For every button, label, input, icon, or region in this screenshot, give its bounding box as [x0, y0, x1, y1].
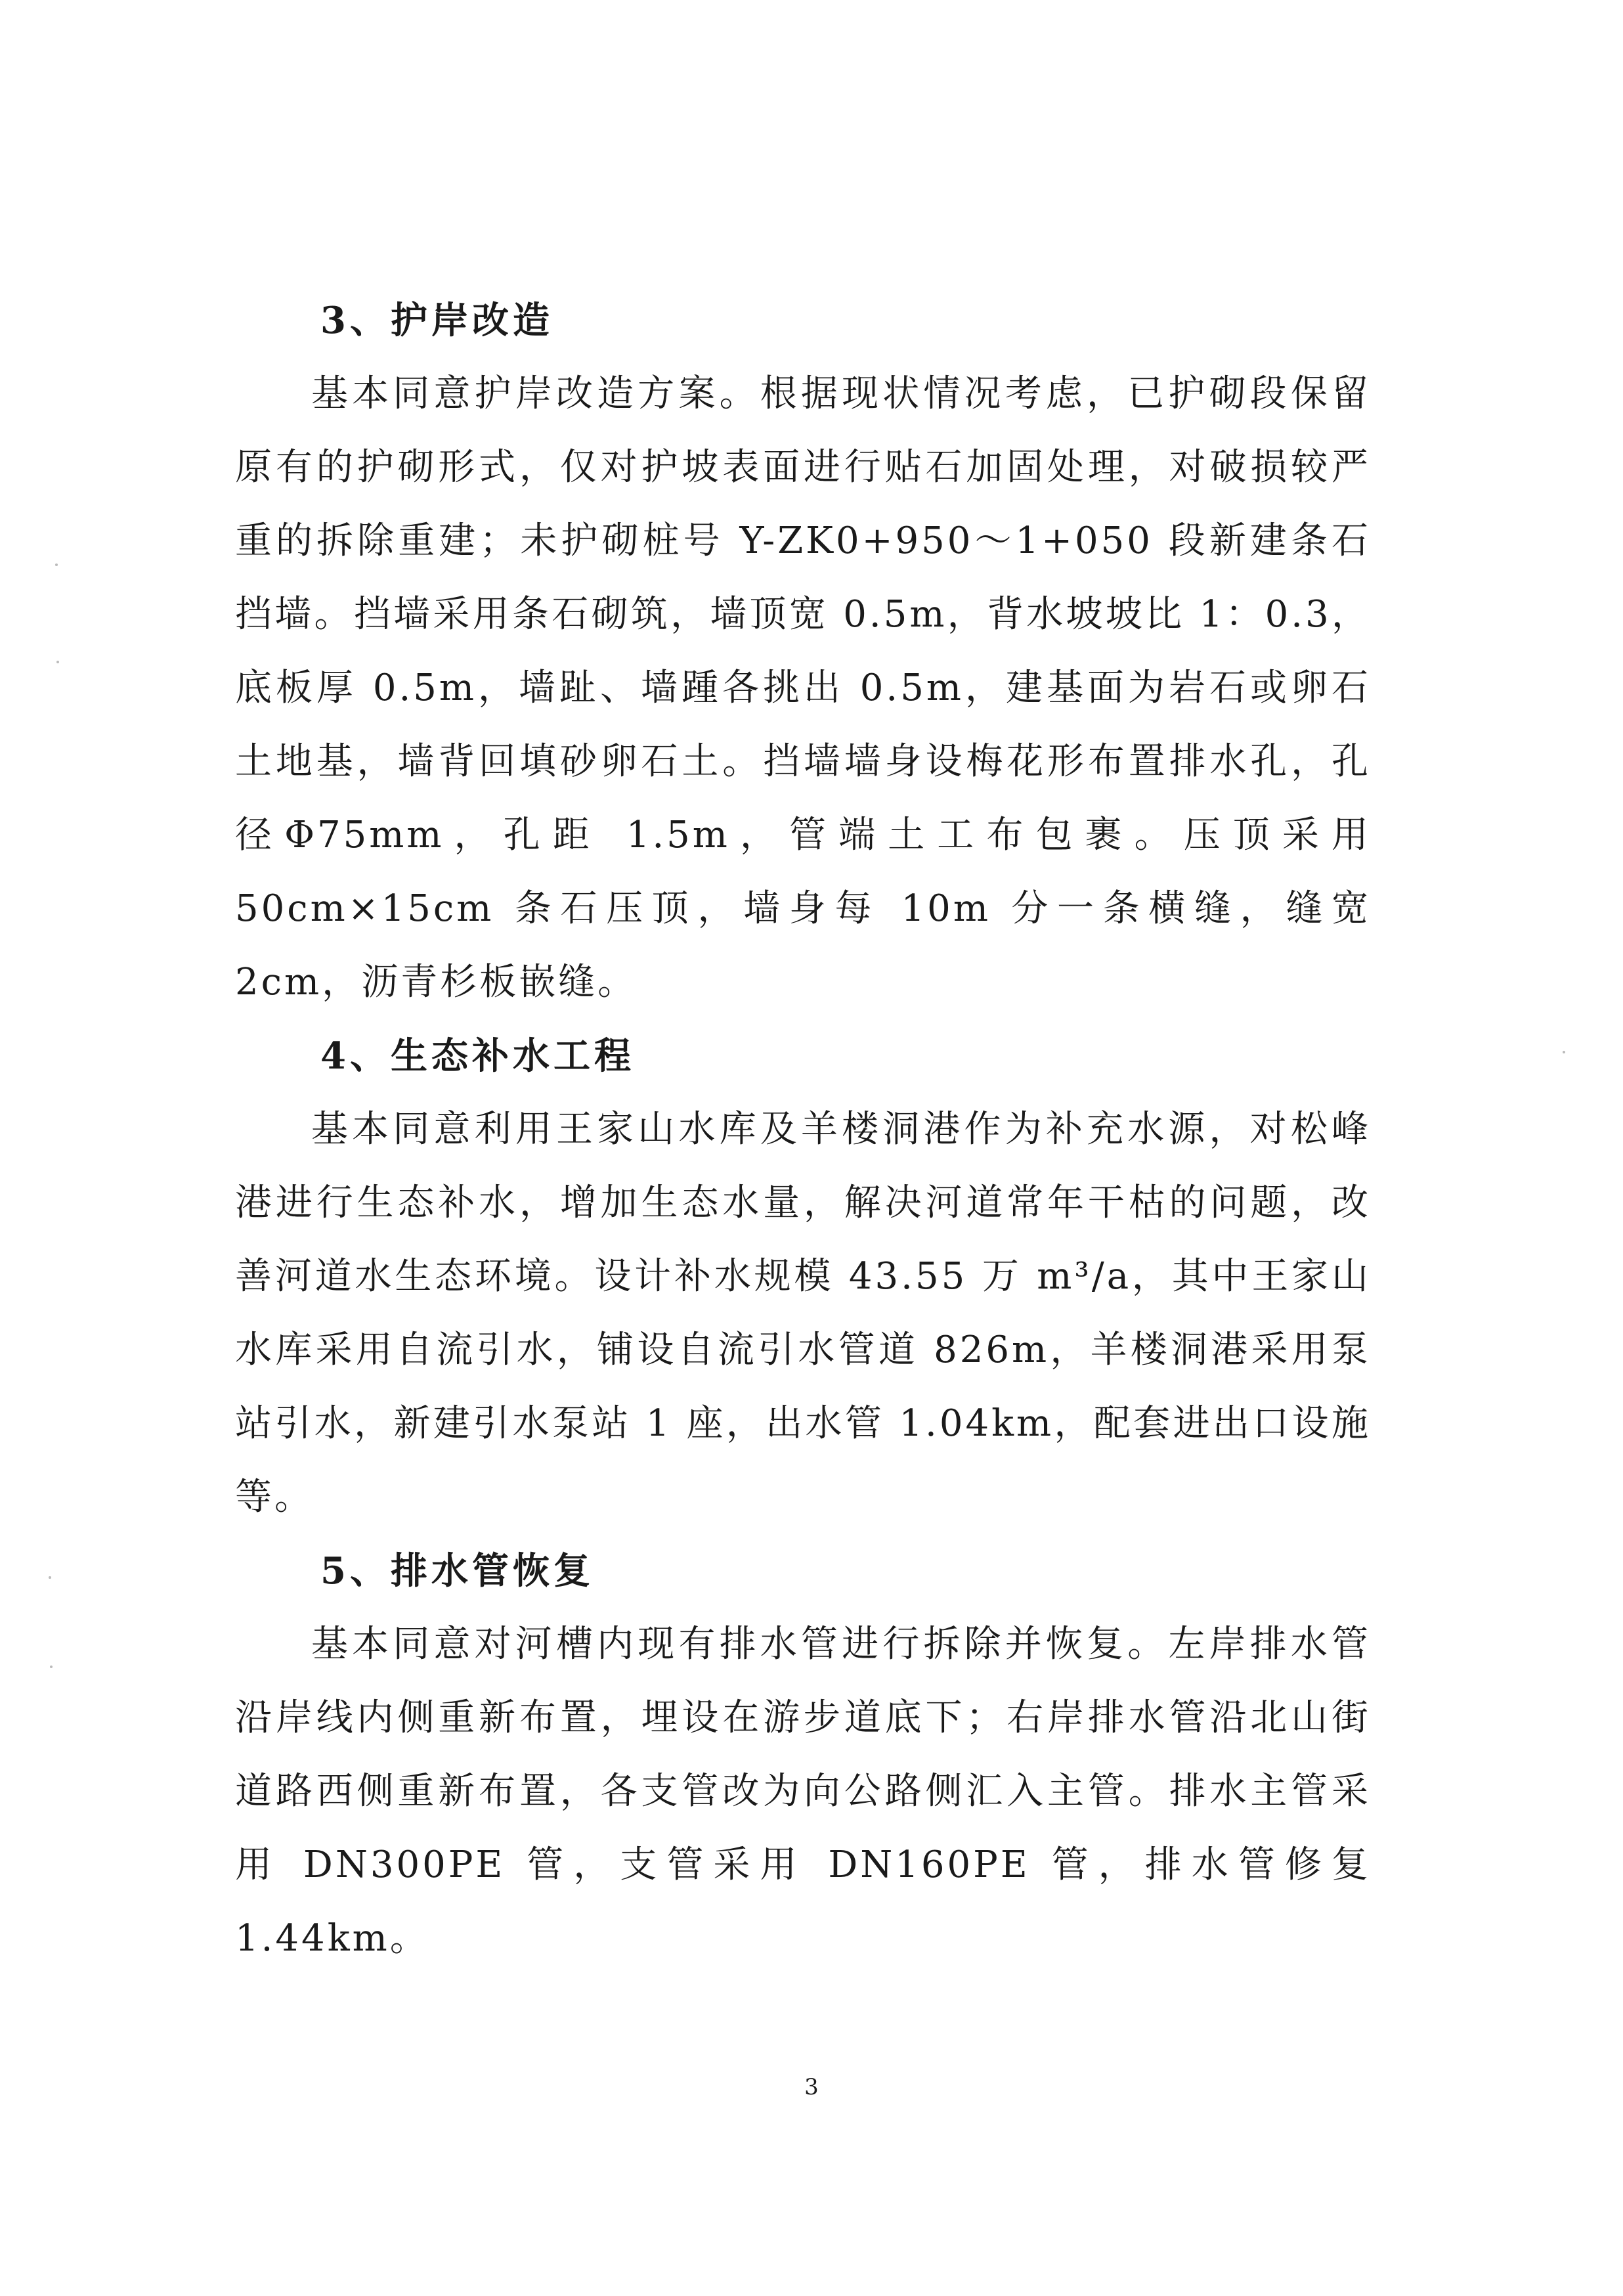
page-number: 3	[804, 2074, 819, 2100]
scan-speck	[49, 1576, 51, 1579]
scan-speck	[55, 563, 58, 566]
section-paragraph: 基本同意护岸改造方案。根据现状情况考虑，已护砌段保留原有的护砌形式，仅对护坡表面进行贴石加固处理，对破损较严重的拆除重建；未护砌桩号 Y-ZK0+950～1+050 段新建条石挡墙。挡墙采用条石砌筑，墙顶宽 0.5m，背水坡坡比 1：0.3，底板厚 0.5m，墙趾、墙踵各挑出 0.5m，建基面为岩石或卵石土地基，墙背回填砂卵石土。挡墙墙身设梅花形布置排水孔，孔径Φ75mm，孔距 1.5m，管端土工布包裹。压顶采用 50cm×15cm 条石压顶，墙身每 10m 分一条横缝，缝宽 2cm，沥青杉板嵌缝。	[235, 372, 1371, 1004]
section-ecological-water-supply	[235, 1019, 1371, 1534]
section-heading: 5、排水管恢复	[320, 1549, 594, 1593]
scan-speck	[50, 1666, 53, 1668]
section-heading: 3、护岸改造	[320, 299, 553, 342]
section-drainage-restoration	[235, 1534, 1371, 1976]
scan-speck	[56, 661, 59, 663]
section-shore-protection	[235, 284, 1371, 1019]
scan-speck	[1563, 1051, 1565, 1053]
section-paragraph: 基本同意对河槽内现有排水管进行拆除并恢复。左岸排水管沿岸线内侧重新布置，埋设在游步道底下；右岸排水管沿北山街道路西侧重新布置，各支管改为向公路侧汇入主管。排水主管采用 DN300PE 管，支管采用 DN160PE 管，排水管修复 1.44km。	[235, 1623, 1371, 1960]
document-body	[235, 284, 1371, 1976]
section-paragraph: 基本同意利用王家山水库及羊楼洞港作为补充水源，对松峰港进行生态补水，增加生态水量，解决河道常年干枯的问题，改善河道水生态环境。设计补水规模 43.55 万 m³/a，其中王家山水库采用自流引水，铺设自流引水管道 826m，羊楼洞港采用泵站引水，新建引水泵站 1 座，出水管 1.04km，配套进出口设施等。	[235, 1108, 1371, 1518]
section-heading: 4、生态补水工程	[320, 1034, 635, 1078]
